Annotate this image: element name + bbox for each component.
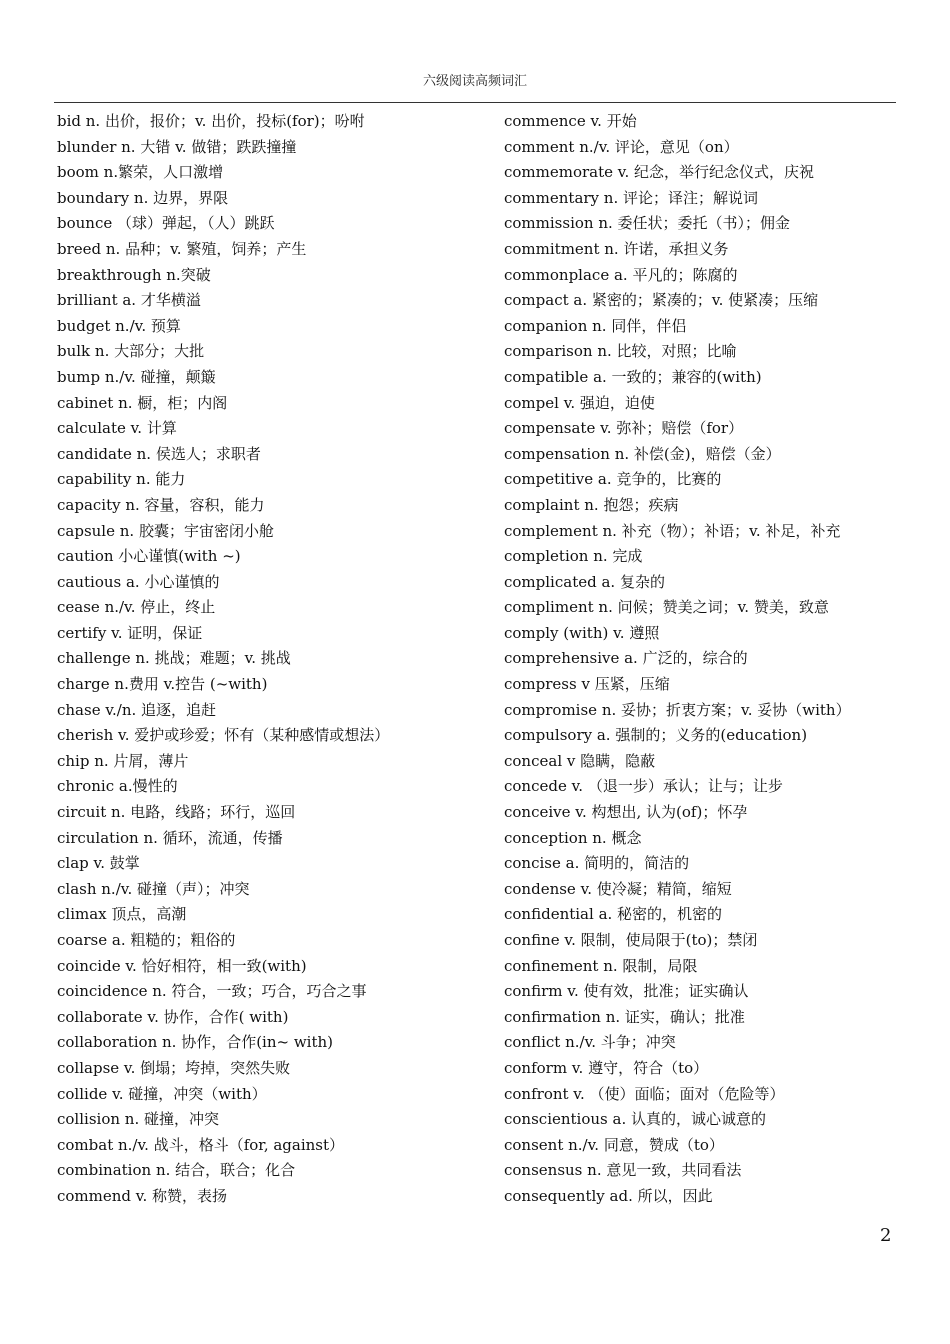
- vocab-entry: collapse v. 倒塌；垮掉，突然失败: [57, 1058, 291, 1077]
- vocab-entry: collaborate v. 协作，合作( with): [57, 1007, 289, 1026]
- vocab-entry: collision n. 碰撞，冲突: [57, 1110, 219, 1129]
- vocab-entry: bid n. 出价，报价；v. 出价，投标(for)；吩咐: [57, 112, 365, 130]
- vocab-entry: compliment n. 问候；赞美之词；v. 赞美，致意: [504, 598, 829, 617]
- vocab-entry: complaint n. 抱怨；疾病: [504, 495, 679, 514]
- vocab-entry: concise a. 简明的，简洁的: [504, 854, 690, 873]
- vocab-entry: bump n./v. 碰撞，颠簸: [57, 367, 216, 386]
- vocab-entry: compatible a. 一致的；兼容的(with): [504, 367, 762, 386]
- vocab-entry: capacity n. 容量，容积，能力: [57, 495, 265, 514]
- page-number: 2: [880, 1225, 892, 1246]
- vocab-entry: conceive v. 构想出, 认为(of)；怀孕: [504, 803, 748, 822]
- vocab-entry: commonplace a. 平凡的；陈腐的: [504, 265, 738, 284]
- vocab-entry: comprehensive a. 广泛的，综合的: [504, 649, 748, 668]
- vocab-entry: compress v 压紧，压缩: [504, 675, 670, 694]
- vocab-entry: commitment n. 许诺，承担义务: [504, 239, 729, 258]
- vocab-entry: cease n./v. 停止，终止: [57, 598, 216, 617]
- vocab-entry: compulsory a. 强制的；义务的(education): [504, 726, 808, 745]
- vocab-entry: commend v. 称赞，表扬: [57, 1186, 228, 1205]
- vocab-entry: cautious a. 小心谨慎的: [57, 572, 220, 591]
- vocab-entry: clash n./v. 碰撞（声）；冲突: [57, 879, 250, 898]
- vocab-entry: commission n. 委任状；委托（书）；佣金: [504, 214, 791, 233]
- vocab-entry: compact a. 紧密的；紧凑的；v. 使紧凑；压缩: [504, 291, 819, 310]
- vocab-entry: commemorate v. 纪念，举行纪念仪式，庆祝: [504, 163, 815, 182]
- vocab-entry: combat n./v. 战斗，格斗（for, against）: [57, 1135, 345, 1154]
- vocab-entry: coarse a. 粗糙的；粗俗的: [57, 931, 236, 949]
- vocab-entry: consequently ad. 所以，因此: [504, 1186, 713, 1205]
- vocab-entry: challenge n. 挑战；难题；v. 挑战: [57, 649, 291, 668]
- vocab-entry: confinement n. 限制，局限: [504, 956, 698, 975]
- vocab-entry: compensation n. 补偿(金)，赔偿（金）: [504, 444, 781, 463]
- right-column: [504, 110, 924, 1211]
- vocab-entry: candidate n. 侯选人；求职者: [57, 444, 261, 463]
- vocab-entry: coincidence n. 符合，一致；巧合，巧合之事: [57, 982, 367, 1001]
- vocab-entry: chase v./n. 追逐，追赶: [57, 700, 217, 719]
- vocab-entry: clap v. 鼓掌: [57, 854, 140, 873]
- vocab-entry: companion n. 同伴，伴侣: [504, 316, 687, 335]
- vocab-entry: brilliant a. 才华横溢: [57, 291, 201, 310]
- vocab-entry: caution 小心谨慎(with ~): [57, 547, 241, 566]
- vocab-entry: confront v. （使）面临；面对（危险等）: [504, 1084, 785, 1103]
- vocab-entry: cabinet n. 橱，柜；内阁: [57, 393, 228, 412]
- vocab-entry: boom n.繁荣，人口激增: [57, 163, 224, 182]
- vocab-entry: confine v. 限制，使局限于(to)；禁闭: [504, 931, 758, 949]
- vocab-entry: breed n. 品种；v. 繁殖，饲养；产生: [57, 239, 307, 258]
- vocab-entry: conception n. 概念: [504, 828, 642, 847]
- vocab-entry: concede v. （退一步）承认；让与；让步: [504, 777, 783, 796]
- vocab-entry: blunder n. 大错 v. 做错；跌跌撞撞: [57, 137, 297, 156]
- vocab-entry: coincide v. 恰好相符，相一致(with): [57, 956, 307, 975]
- vocab-entry: cherish v. 爱护或珍爱；怀有（某种感情或想法）: [57, 726, 390, 745]
- vocab-entry: collaboration n. 协作，合作(in~ with): [57, 1033, 334, 1052]
- vocab-entry: capability n. 能力: [57, 470, 186, 489]
- vocab-entry: confirmation n. 证实，确认；批准: [504, 1007, 745, 1026]
- vocab-entry: commentary n. 评论；译注；解说词: [504, 188, 758, 207]
- vocab-entry: complicated a. 复杂的: [504, 572, 665, 591]
- page-header: 六级阅读高频词汇: [422, 74, 527, 89]
- vocab-entry: commence v. 开始: [504, 112, 637, 130]
- vocab-entry: compel v. 强迫，迫使: [504, 393, 655, 412]
- vocab-entry: confidential a. 秘密的，机密的: [504, 905, 723, 924]
- vocab-entry: circuit n. 电路，线路；环行，巡回: [57, 803, 296, 822]
- vocab-entry: calculate v. 计算: [57, 419, 177, 438]
- vocab-entry: competitive a. 竞争的，比赛的: [504, 470, 722, 489]
- vocab-entry: climax 顶点，高潮: [57, 905, 187, 924]
- vocab-entry: comment n./v. 评论，意见（on）: [504, 137, 739, 156]
- vocab-entry: budget n./v. 预算: [57, 316, 181, 335]
- vocab-entry: compromise n. 妥协；折衷方案；v. 妥协（with）: [504, 700, 851, 719]
- vocab-entry: breakthrough n.突破: [57, 265, 211, 284]
- vocab-entry: comply (with) v. 遵照: [504, 623, 660, 642]
- vocab-entry: chronic a.慢性的: [57, 777, 178, 796]
- vocab-entry: chip n. 片屑，薄片: [57, 751, 189, 770]
- vocab-entry: conscientious a. 认真的，诚心诚意的: [504, 1110, 766, 1129]
- vocab-entry: condense v. 使冷凝；精简，缩短: [504, 879, 732, 898]
- vocab-entry: certify v. 证明，保证: [57, 623, 203, 642]
- vocab-entry: compensate v. 弥补；赔偿（for）: [504, 419, 744, 438]
- vocab-entry: bounce （球）弹起，（人）跳跃: [57, 214, 275, 233]
- vocab-entry: boundary n. 边界，界限: [57, 188, 229, 207]
- vocab-entry: conform v. 遵守，符合（to）: [504, 1058, 709, 1077]
- vocab-entry: circulation n. 循环，流通，传播: [57, 828, 283, 847]
- vocab-entry: consensus n. 意见一致，共同看法: [504, 1161, 742, 1180]
- vocab-entry: confirm v. 使有效，批准；证实确认: [504, 982, 749, 1001]
- vocab-entry: charge n.费用 v.控告 (~with): [57, 675, 268, 694]
- vocab-entry: conflict n./v. 斗争；冲突: [504, 1033, 676, 1052]
- left-column: [57, 110, 487, 1211]
- vocab-entry: collide v. 碰撞，冲突（with）: [57, 1084, 267, 1103]
- vocab-entry: complement n. 补充（物）；补语；v. 补足，补充: [504, 521, 841, 540]
- header-rule: [54, 102, 896, 103]
- vocab-entry: completion n. 完成: [504, 547, 643, 566]
- vocab-entry: conceal v 隐瞒，隐蔽: [504, 751, 656, 770]
- vocab-entry: consent n./v. 同意，赞成（to）: [504, 1135, 724, 1154]
- vocab-entry: comparison n. 比较，对照；比喻: [504, 342, 737, 361]
- vocab-entry: bulk n. 大部分；大批: [57, 342, 205, 361]
- vocab-entry: combination n. 结合，联合；化合: [57, 1161, 296, 1180]
- vocab-entry: capsule n. 胶囊；宇宙密闭小舱: [57, 521, 274, 540]
